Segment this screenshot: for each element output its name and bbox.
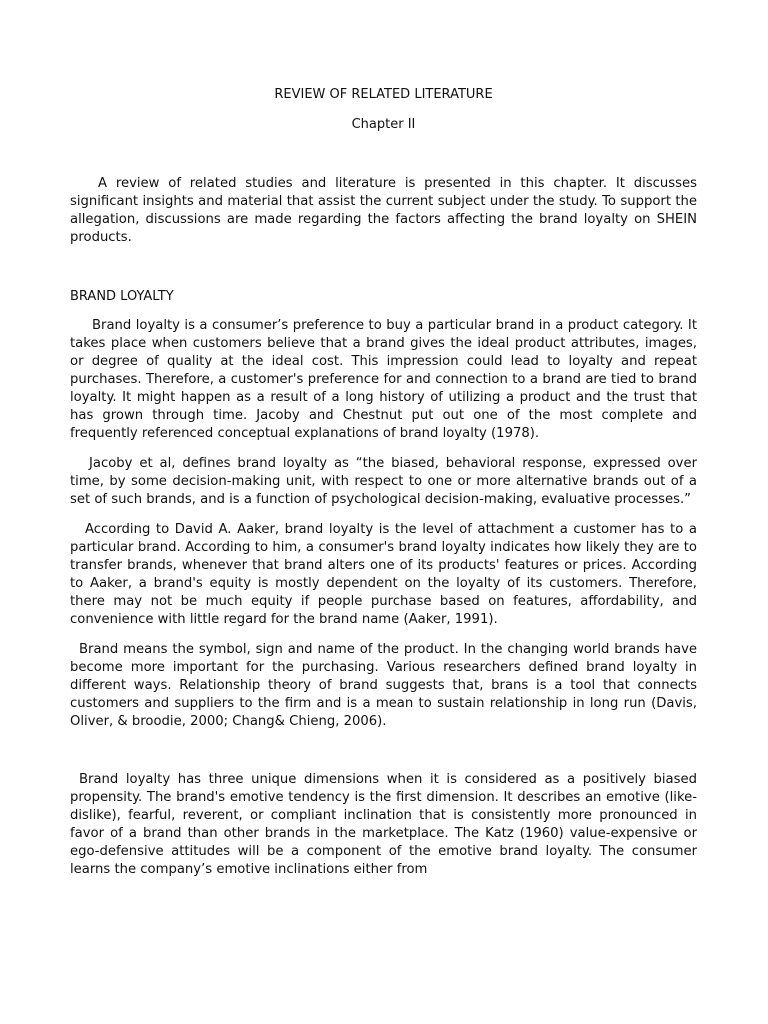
intro-paragraph: A review of related studies and literature is presented in this chapter. It discusses significant insights and material that assist the current subject under the study. To support the allegation, discussions are made regarding the factors affecting the brand loyalty on SHEIN products.	[70, 176, 697, 245]
document-page	[70, 85, 697, 879]
chapter-label: Chapter II	[351, 117, 416, 132]
body-paragraph: Brand loyalty has three unique dimensions when it is considered as a positively biased propensity. The brand's emotive tendency is the first dimension. It describes an emotive (like-dislike), fearful, reverent, or compliant inclination that is consistently more pronounced in favor of a brand than other brands in the marketplace. The Katz (1960) value-expensive or ego-defensive attitudes will be a component of the emotive brand loyalty. The consumer learns the company’s emotive inclinations either from	[70, 772, 697, 877]
body-paragraph: Brand loyalty is a consumer’s preference to buy a particular brand in a product category. It takes place when customers believe that a brand gives the ideal product attributes, images, or degree of quality at the ideal cost. This impression could lead to loyalty and repeat purchases. Therefore, a customer's preference for and connection to a brand are tied to brand loyalty. It might happen as a result of a long history of utilizing a product and the trust that has grown through time. Jacoby and Chestnut put out one of the most complete and frequently referenced conceptual explanations of brand loyalty (1978).	[70, 318, 697, 441]
body-paragraph: Jacoby et al, defines brand loyalty as “the biased, behavioral response, expressed over time, by some decision-making unit, with respect to one or more alternative brands out of a set of such brands, and is a function of psychological decision-making, evaluative processes.”	[70, 456, 697, 507]
body-paragraph: Brand means the symbol, sign and name of the product. In the changing world brands have become more important for the purchasing. Various researchers defined brand loyalty in different ways. Relationship theory of brand suggests that, brans is a tool that connects customers and suppliers to the firm and is a mean to sustain relationship in long run (Davis, Oliver, & broodie, 2000; Chang& Chieng, 2006).	[70, 642, 697, 729]
section-heading: BRAND LOYALTY	[70, 289, 174, 304]
document-title: REVIEW OF RELATED LITERATURE	[274, 87, 493, 102]
body-paragraph: According to David A. Aaker, brand loyalty is the level of attachment a customer has to a particular brand. According to him, a consumer's brand loyalty indicates how likely they are to transfer brands, whenever that brand alters one of its products' features or prices. According to Aaker, a brand's equity is mostly dependent on the loyalty of its customers. Therefore, there may not be much equity if people purchase based on features, affordability, and convenience with little regard for the brand name (Aaker, 1991).	[70, 522, 697, 627]
